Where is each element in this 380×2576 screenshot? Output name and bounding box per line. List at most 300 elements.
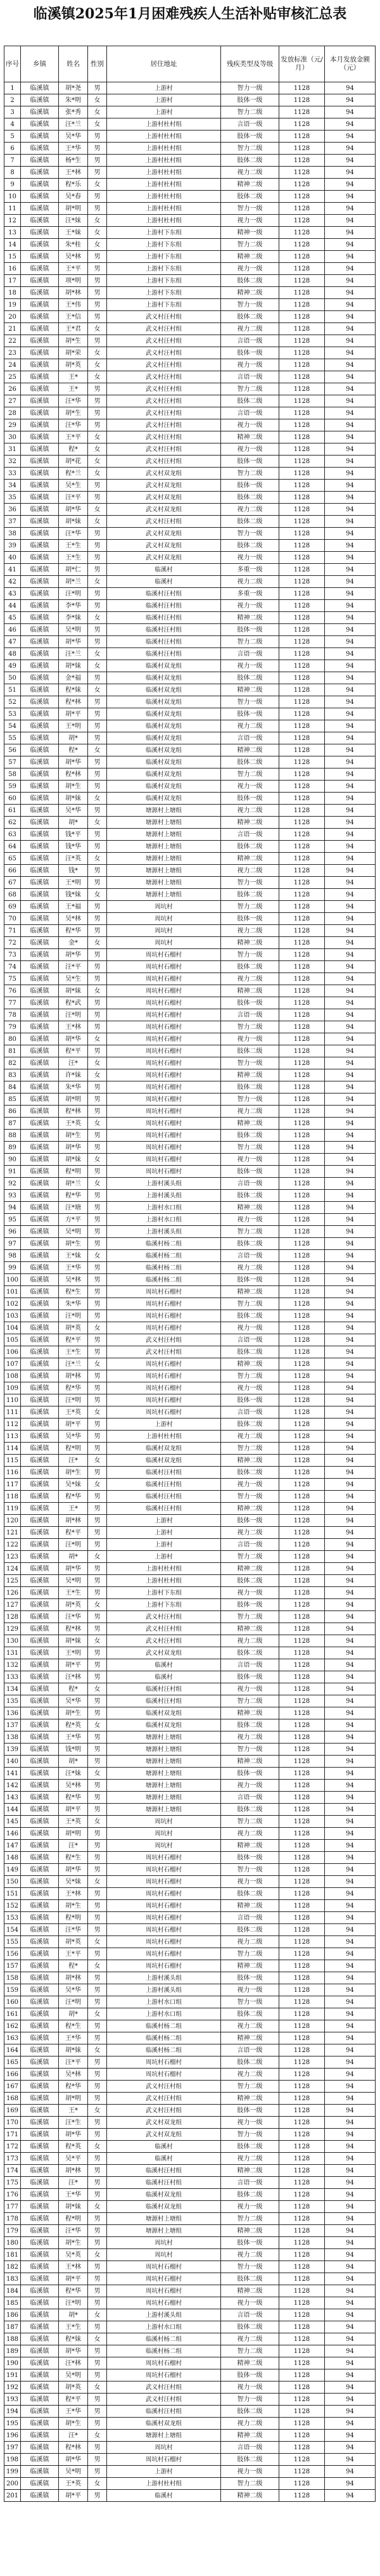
- cell-amount: 94: [325, 1852, 376, 1864]
- cell-amount: 94: [325, 1394, 376, 1406]
- cell-standard: 1128: [279, 1852, 325, 1864]
- cell-town: 临溪镇: [21, 1250, 59, 1262]
- cell-seq: 66: [4, 865, 21, 877]
- cell-address: 周坑村石榴村: [107, 1322, 221, 1334]
- cell-name: 胡*荣: [59, 347, 88, 359]
- cell-seq: 123: [4, 1551, 21, 1563]
- cell-amount: 94: [325, 1334, 376, 1346]
- cell-seq: 81: [4, 1045, 21, 1057]
- cell-gender: 男: [88, 1888, 107, 1900]
- cell-gender: 男: [88, 167, 107, 179]
- cell-town: 临溪镇: [21, 395, 59, 407]
- cell-disability: 肢体二级: [221, 1419, 279, 1431]
- cell-address: 上游村水口组: [107, 2008, 221, 2020]
- cell-seq: 175: [4, 2177, 21, 2189]
- cell-disability: 智力二级: [221, 1226, 279, 1238]
- cell-seq: 200: [4, 2478, 21, 2490]
- cell-address: 塘源村上塘组: [107, 2225, 221, 2237]
- cell-gender: 女: [88, 227, 107, 239]
- cell-name: 胡*生: [59, 1130, 88, 1142]
- cell-disability: 多重一级: [221, 564, 279, 576]
- cell-town: 临溪镇: [21, 1190, 59, 1202]
- table-row: [4, 973, 376, 985]
- cell-address: 武义村汪村组: [107, 311, 221, 323]
- cell-town: 临溪镇: [21, 1154, 59, 1166]
- cell-address: 上游村: [107, 1527, 221, 1539]
- table-row: [4, 1984, 376, 1996]
- cell-standard: 1128: [279, 2093, 325, 2105]
- cell-gender: 男: [88, 2093, 107, 2105]
- table-row: [4, 1707, 376, 1719]
- cell-seq: 176: [4, 2189, 21, 2201]
- cell-name: 胡*妹: [59, 516, 88, 528]
- table-row: [4, 1864, 376, 1876]
- table-row: [4, 1310, 376, 1322]
- cell-gender: 女: [88, 1816, 107, 1828]
- cell-gender: 男: [88, 720, 107, 732]
- cell-gender: 男: [88, 263, 107, 275]
- table-row: [4, 431, 376, 443]
- cell-gender: 女: [88, 1154, 107, 1166]
- cell-name: 胡*尧: [59, 82, 88, 94]
- cell-gender: 男: [88, 1081, 107, 1094]
- table-row: [4, 528, 376, 540]
- cell-name: 王*福: [59, 901, 88, 913]
- cell-gender: 男: [88, 1334, 107, 1346]
- cell-amount: 94: [325, 1370, 376, 1382]
- cell-gender: 男: [88, 973, 107, 985]
- cell-address: 上游村杜村组: [107, 1575, 221, 1587]
- cell-amount: 94: [325, 829, 376, 841]
- cell-gender: 女: [88, 576, 107, 588]
- cell-address: 上游村杜村组: [107, 155, 221, 167]
- cell-amount: 94: [325, 2225, 376, 2237]
- cell-town: 临溪镇: [21, 2020, 59, 2032]
- cell-town: 临溪镇: [21, 973, 59, 985]
- table-row: [4, 564, 376, 576]
- cell-town: 临溪镇: [21, 2382, 59, 2394]
- cell-standard: 1128: [279, 636, 325, 648]
- cell-standard: 1128: [279, 2394, 325, 2406]
- cell-disability: 视力二级: [221, 2020, 279, 2032]
- table-row: [4, 1322, 376, 1334]
- cell-amount: 94: [325, 660, 376, 672]
- cell-town: 临溪镇: [21, 251, 59, 263]
- cell-address: 上游村下东组: [107, 251, 221, 263]
- cell-name: 胡*华: [59, 949, 88, 961]
- cell-amount: 94: [325, 684, 376, 696]
- cell-name: 汪*华: [59, 528, 88, 540]
- cell-disability: 视力一级: [221, 781, 279, 793]
- cell-town: 临溪镇: [21, 1551, 59, 1563]
- cell-gender: 男: [88, 1587, 107, 1599]
- cell-town: 临溪镇: [21, 961, 59, 973]
- cell-seq: 106: [4, 1346, 21, 1358]
- cell-standard: 1128: [279, 1262, 325, 1274]
- cell-gender: 男: [88, 552, 107, 564]
- cell-amount: 94: [325, 624, 376, 636]
- cell-gender: 男: [88, 961, 107, 973]
- cell-amount: 94: [325, 2309, 376, 2321]
- cell-name: 程*林: [59, 696, 88, 708]
- cell-town: 临溪镇: [21, 853, 59, 865]
- cell-name: 汪*明: [59, 2297, 88, 2309]
- cell-name: 李*妹: [59, 612, 88, 624]
- cell-seq: 127: [4, 1599, 21, 1611]
- cell-disability: 视力一级: [221, 1876, 279, 1888]
- cell-name: 王*: [59, 1503, 88, 1515]
- cell-name: 程*平: [59, 1527, 88, 1539]
- cell-amount: 94: [325, 1611, 376, 1623]
- cell-gender: 男: [88, 997, 107, 1009]
- cell-standard: 1128: [279, 1515, 325, 1527]
- cell-standard: 1128: [279, 1021, 325, 1033]
- cell-seq: 163: [4, 2032, 21, 2044]
- cell-disability: 肢体二级: [221, 2406, 279, 2418]
- cell-address: 塘源村上塘组: [107, 2430, 221, 2442]
- cell-standard: 1128: [279, 1226, 325, 1238]
- table-row: [4, 82, 376, 94]
- cell-standard: 1128: [279, 1346, 325, 1358]
- cell-standard: 1128: [279, 1322, 325, 1334]
- cell-standard: 1128: [279, 600, 325, 612]
- cell-name: 程*武: [59, 997, 88, 1009]
- cell-gender: 男: [88, 2165, 107, 2177]
- cell-seq: 144: [4, 1804, 21, 1816]
- cell-address: 临溪村汪村组: [107, 648, 221, 660]
- cell-address: 武义村汪村组: [107, 2394, 221, 2406]
- cell-standard: 1128: [279, 1419, 325, 1431]
- cell-disability: 视力一级: [221, 1984, 279, 1996]
- cell-address: 塘源村上塘组: [107, 1768, 221, 1780]
- header-amount: 本月发放金额（元）: [325, 46, 376, 82]
- cell-name: 胡*生: [59, 1238, 88, 1250]
- cell-seq: 114: [4, 1443, 21, 1455]
- cell-standard: 1128: [279, 1033, 325, 1045]
- cell-name: 程*华: [59, 1190, 88, 1202]
- cell-disability: 智力二级: [221, 239, 279, 251]
- cell-seq: 61: [4, 805, 21, 817]
- cell-seq: 195: [4, 2418, 21, 2430]
- cell-gender: 男: [88, 2285, 107, 2297]
- cell-seq: 67: [4, 877, 21, 889]
- cell-seq: 159: [4, 1984, 21, 1996]
- cell-town: 临溪镇: [21, 2081, 59, 2093]
- table-row: [4, 2490, 376, 2502]
- table-row: [4, 985, 376, 997]
- cell-standard: 1128: [279, 1900, 325, 1912]
- cell-amount: 94: [325, 203, 376, 215]
- cell-seq: 40: [4, 552, 21, 564]
- cell-town: 临溪镇: [21, 2165, 59, 2177]
- table-row: [4, 1828, 376, 1840]
- cell-amount: 94: [325, 2333, 376, 2345]
- cell-amount: 94: [325, 347, 376, 359]
- cell-name: 胡*平: [59, 708, 88, 720]
- cell-seq: 119: [4, 1503, 21, 1515]
- cell-amount: 94: [325, 1707, 376, 1719]
- cell-disability: 智力二级: [221, 1443, 279, 1455]
- cell-standard: 1128: [279, 624, 325, 636]
- cell-gender: 女: [88, 2309, 107, 2321]
- table-row: [4, 853, 376, 865]
- cell-gender: 女: [88, 2249, 107, 2261]
- cell-seq: 161: [4, 2008, 21, 2020]
- cell-name: 程*平: [59, 1334, 88, 1346]
- cell-standard: 1128: [279, 1840, 325, 1852]
- cell-amount: 94: [325, 1033, 376, 1045]
- table-row: [4, 359, 376, 371]
- cell-disability: 言语一级: [221, 335, 279, 347]
- cell-name: 汪*: [59, 1455, 88, 1467]
- cell-standard: 1128: [279, 961, 325, 973]
- cell-disability: 精神二级: [221, 2357, 279, 2369]
- cell-name: 吴*明: [59, 2466, 88, 2478]
- cell-standard: 1128: [279, 287, 325, 299]
- cell-standard: 1128: [279, 155, 325, 167]
- cell-standard: 1128: [279, 1828, 325, 1840]
- cell-address: 周坑村石榴村: [107, 2056, 221, 2069]
- cell-gender: 女: [88, 853, 107, 865]
- cell-standard: 1128: [279, 1166, 325, 1178]
- cell-seq: 56: [4, 744, 21, 756]
- cell-amount: 94: [325, 805, 376, 817]
- cell-name: 张*秀: [59, 106, 88, 118]
- cell-standard: 1128: [279, 2261, 325, 2273]
- cell-standard: 1128: [279, 1792, 325, 1804]
- cell-disability: 肢体二级: [221, 2321, 279, 2333]
- cell-disability: 肢体一级: [221, 480, 279, 492]
- cell-town: 临溪镇: [21, 2333, 59, 2345]
- cell-amount: 94: [325, 118, 376, 131]
- table-row: [4, 1515, 376, 1527]
- table-row: [4, 131, 376, 143]
- cell-seq: 121: [4, 1527, 21, 1539]
- cell-address: 塘源村上塘组: [107, 841, 221, 853]
- cell-town: 临溪镇: [21, 94, 59, 106]
- cell-standard: 1128: [279, 492, 325, 504]
- cell-amount: 94: [325, 480, 376, 492]
- cell-address: 周坑村石榴村: [107, 1948, 221, 1960]
- cell-address: 临溪村双龙组: [107, 1707, 221, 1719]
- cell-name: 汪*林: [59, 2357, 88, 2369]
- table-row: [4, 1683, 376, 1695]
- table-row: [4, 829, 376, 841]
- cell-gender: 男: [88, 287, 107, 299]
- cell-address: 周坑村石榴村: [107, 1924, 221, 1936]
- cell-amount: 94: [325, 612, 376, 624]
- cell-disability: 肢体一级: [221, 347, 279, 359]
- cell-amount: 94: [325, 443, 376, 456]
- cell-address: 临溪村双龙组: [107, 708, 221, 720]
- cell-name: 程*: [59, 443, 88, 456]
- cell-address: 塘源村上塘组: [107, 805, 221, 817]
- cell-gender: 女: [88, 2008, 107, 2020]
- cell-amount: 94: [325, 263, 376, 275]
- cell-town: 临溪镇: [21, 1587, 59, 1599]
- table-row: [4, 2032, 376, 2044]
- cell-standard: 1128: [279, 215, 325, 227]
- cell-amount: 94: [325, 1262, 376, 1274]
- cell-amount: 94: [325, 2237, 376, 2249]
- cell-gender: 女: [88, 94, 107, 106]
- cell-town: 临溪镇: [21, 2008, 59, 2020]
- cell-standard: 1128: [279, 179, 325, 191]
- table-row: [4, 2273, 376, 2285]
- cell-name: 程*英: [59, 1719, 88, 1731]
- cell-standard: 1128: [279, 106, 325, 118]
- cell-standard: 1128: [279, 335, 325, 347]
- cell-name: 胡*林: [59, 1972, 88, 1984]
- cell-gender: 男: [88, 1744, 107, 1756]
- cell-gender: 女: [88, 985, 107, 997]
- table-row: [4, 2093, 376, 2105]
- cell-seq: 167: [4, 2081, 21, 2093]
- cell-town: 临溪镇: [21, 1611, 59, 1623]
- table-row: [4, 1346, 376, 1358]
- cell-disability: 视力一级: [221, 263, 279, 275]
- cell-address: 周坑村石榴村: [107, 1094, 221, 1106]
- cell-standard: 1128: [279, 817, 325, 829]
- cell-name: 程*生: [59, 1852, 88, 1864]
- cell-standard: 1128: [279, 1611, 325, 1623]
- cell-disability: 肢体二级: [221, 756, 279, 768]
- cell-town: 临溪镇: [21, 2249, 59, 2261]
- cell-name: 汪*: [59, 1057, 88, 1069]
- cell-gender: 男: [88, 480, 107, 492]
- cell-gender: 男: [88, 672, 107, 684]
- cell-seq: 156: [4, 1948, 21, 1960]
- cell-address: 临溪村双龙组: [107, 2189, 221, 2201]
- cell-seq: 185: [4, 2297, 21, 2309]
- cell-amount: 94: [325, 756, 376, 768]
- cell-town: 临溪镇: [21, 2032, 59, 2044]
- cell-amount: 94: [325, 865, 376, 877]
- cell-address: 上游村溪头组: [107, 1984, 221, 1996]
- cell-disability: 肢体一级: [221, 1852, 279, 1864]
- cell-seq: 118: [4, 1491, 21, 1503]
- cell-address: 塘源村上塘组: [107, 1792, 221, 1804]
- cell-gender: 男: [88, 1780, 107, 1792]
- cell-name: 王*生: [59, 1587, 88, 1599]
- cell-name: 王*明: [59, 1647, 88, 1659]
- cell-address: 周坑村: [107, 925, 221, 937]
- cell-address: 临溪村汪村组: [107, 2165, 221, 2177]
- cell-standard: 1128: [279, 612, 325, 624]
- cell-seq: 124: [4, 1563, 21, 1575]
- table-row: [4, 1900, 376, 1912]
- cell-name: 王*平: [59, 263, 88, 275]
- cell-amount: 94: [325, 1443, 376, 1455]
- cell-standard: 1128: [279, 1298, 325, 1310]
- cell-standard: 1128: [279, 901, 325, 913]
- cell-standard: 1128: [279, 2406, 325, 2418]
- cell-seq: 102: [4, 1298, 21, 1310]
- cell-name: 吴*林: [59, 1274, 88, 1286]
- cell-gender: 男: [88, 829, 107, 841]
- cell-gender: 女: [88, 215, 107, 227]
- cell-disability: 精神二级: [221, 612, 279, 624]
- cell-seq: 26: [4, 383, 21, 395]
- cell-gender: 男: [88, 1491, 107, 1503]
- cell-name: 胡*平: [59, 2273, 88, 2285]
- cell-standard: 1128: [279, 2117, 325, 2129]
- cell-standard: 1128: [279, 1142, 325, 1154]
- cell-name: 吴*林: [59, 2069, 88, 2081]
- table-row: [4, 1178, 376, 1190]
- cell-seq: 141: [4, 1768, 21, 1780]
- cell-name: 胡*明: [59, 2093, 88, 2105]
- cell-seq: 160: [4, 1996, 21, 2008]
- cell-town: 临溪镇: [21, 323, 59, 335]
- table-row: [4, 2321, 376, 2333]
- table-row: [4, 889, 376, 901]
- table-row: [4, 612, 376, 624]
- cell-disability: 肢体一级: [221, 131, 279, 143]
- cell-amount: 94: [325, 1178, 376, 1190]
- table-row: [4, 1924, 376, 1936]
- cell-name: 王*林: [59, 1021, 88, 1033]
- cell-town: 临溪镇: [21, 371, 59, 383]
- cell-gender: 女: [88, 504, 107, 516]
- cell-name: 程*林: [59, 2442, 88, 2454]
- table-row: [4, 684, 376, 696]
- cell-name: 程*生: [59, 2020, 88, 2032]
- cell-address: 临溪村汪村组: [107, 1695, 221, 1707]
- table-row: [4, 1334, 376, 1346]
- cell-amount: 94: [325, 1346, 376, 1358]
- cell-amount: 94: [325, 82, 376, 94]
- cell-name: 胡*生: [59, 2418, 88, 2430]
- cell-disability: 言语一级: [221, 371, 279, 383]
- cell-standard: 1128: [279, 1984, 325, 1996]
- cell-standard: 1128: [279, 2309, 325, 2321]
- cell-disability: 肢体一级: [221, 793, 279, 805]
- cell-disability: 智力二级: [221, 768, 279, 781]
- cell-town: 临溪镇: [21, 2466, 59, 2478]
- cell-town: 临溪镇: [21, 492, 59, 504]
- cell-amount: 94: [325, 2081, 376, 2093]
- cell-standard: 1128: [279, 275, 325, 287]
- cell-gender: 女: [88, 1406, 107, 1419]
- cell-gender: 女: [88, 1118, 107, 1130]
- cell-disability: 智力二级: [221, 1370, 279, 1382]
- cell-disability: 智力二级: [221, 901, 279, 913]
- cell-town: 临溪镇: [21, 215, 59, 227]
- table-row: [4, 1069, 376, 1081]
- cell-seq: 18: [4, 287, 21, 299]
- cell-seq: 72: [4, 937, 21, 949]
- cell-gender: 男: [88, 1804, 107, 1816]
- cell-seq: 178: [4, 2213, 21, 2225]
- cell-town: 临溪镇: [21, 1647, 59, 1659]
- cell-disability: 肢体二级: [221, 1467, 279, 1479]
- cell-disability: 精神二级: [221, 2165, 279, 2177]
- cell-town: 临溪镇: [21, 1118, 59, 1130]
- table-row: [4, 949, 376, 961]
- cell-gender: 男: [88, 732, 107, 744]
- cell-disability: 视力一级: [221, 215, 279, 227]
- cell-seq: 31: [4, 443, 21, 456]
- cell-address: 周坑村石榴村: [107, 1370, 221, 1382]
- cell-standard: 1128: [279, 1118, 325, 1130]
- cell-gender: 女: [88, 359, 107, 371]
- cell-standard: 1128: [279, 347, 325, 359]
- cell-town: 临溪镇: [21, 781, 59, 793]
- cell-address: 上游村水口组: [107, 2321, 221, 2333]
- cell-seq: 38: [4, 528, 21, 540]
- cell-standard: 1128: [279, 588, 325, 600]
